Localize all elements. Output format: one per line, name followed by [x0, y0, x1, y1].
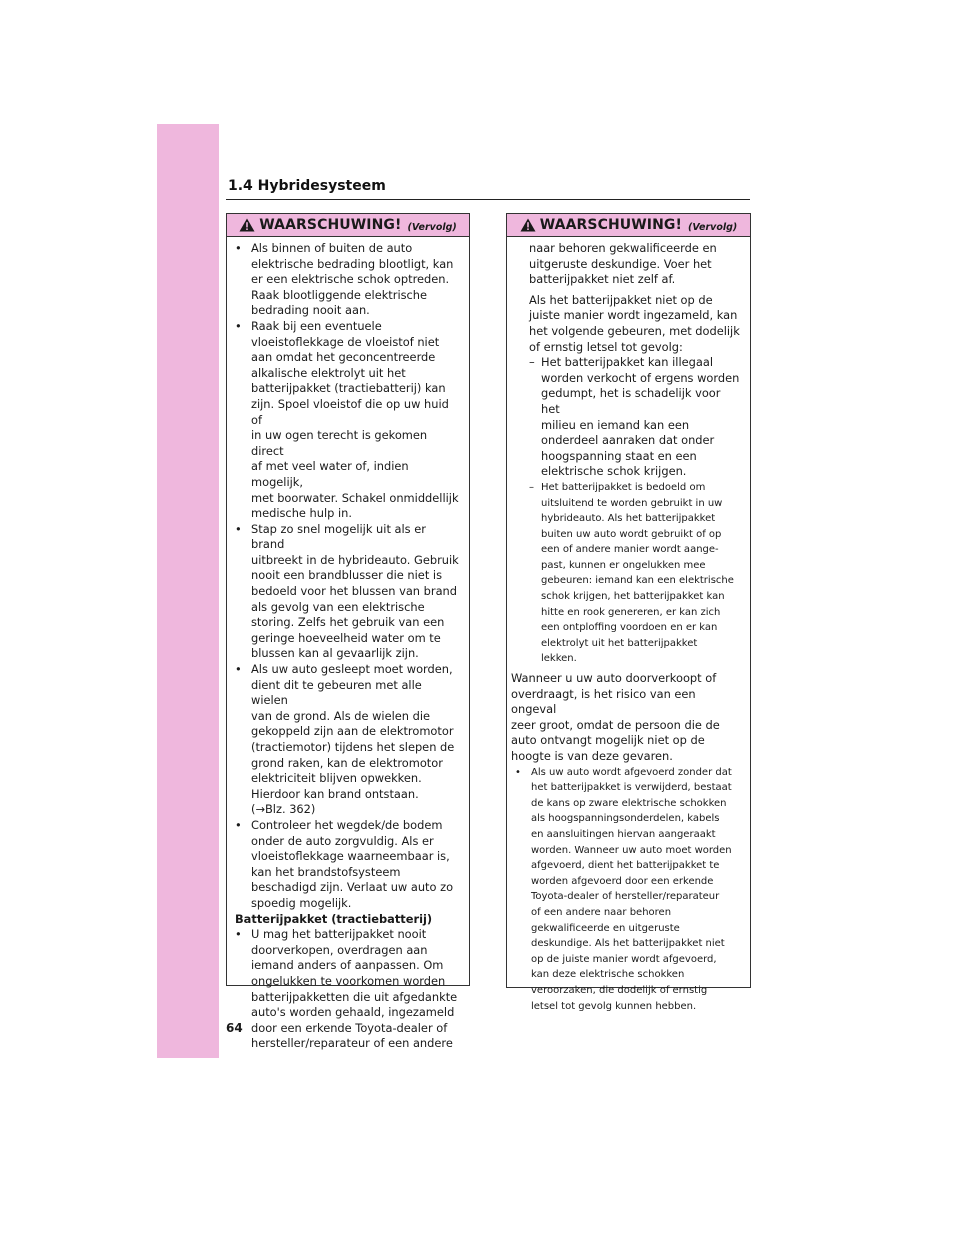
list-item-text: U mag het batterijpakket nooit doorverkopen, overdragen aan iemand anders of aanpassen. Om ongelukken te voorkomen worden batterijpakketten die uit afgedankte auto's worden gehaald, ingezameld door een erkende Toyota-dealer of hersteller/reparateur of een andere	[251, 927, 458, 1051]
list-item: • Stap zo snel mogelijk uit als er brand uitbreekt in de hybrideauto. Gebruik nooit een brandblusser die niet is bedoeld voor het blussen van brand als gevolg van een elektrische storing. Zelfs het gebruik van een geringe hoeveelheid water om te blussen kan al gevaarlijk zijn.	[235, 522, 461, 662]
warning-subtitle: (Vervolg)	[688, 221, 738, 233]
list-item-text: Als uw auto wordt afgevoerd zonder dat het batterijpakket is verwijderd, bestaat de kans op zware elektrische schokken als hoogspanningsonderdelen, kabels en aansluitingen hiervan aangeraakt worden. Wanneer uw auto moet worden afgevoerd, dient het batterijpakket te worden afgevoerd door een erkende Toyota-dealer of hersteller/reparateur of een andere naar behoren gekwalificeerde en uitgeruste deskundige. Als het batterijpakket niet op de juiste manier wordt afgevoerd, kan deze elektrische schokken veroorzaken, die dodelijk of ernstig letsel tot gevolg kunnen hebben.	[531, 766, 732, 1012]
subheading: Batterijpakket (tractiebatterij)	[235, 911, 433, 926]
list-item: • U mag het batterijpakket nooit doorverkopen, overdragen aan iemand anders of aanpassen. Om ongelukken te voorkomen worden batterijpakketten die uit afgedankte auto's worden gehaald, ingezameld door een erkende Toyota-dealer of hersteller/reparateur of een andere	[235, 927, 461, 1052]
list-item: • Als uw auto gesleept moet worden, dient dit te gebeuren met alle wielen van de grond. Als de wielen die gekoppeld zijn aan de elektromotor (tractiemotor) tijdens het slepen de grond raken, kan de elektromotor elektriciteit blijven opwekken. Hierdoor kan brand ontstaan. (→Blz. 362)	[235, 662, 461, 818]
section-title: 1.4 Hybridesysteem	[228, 178, 386, 194]
list-item: – Het batterijpakket kan illegaal worden verkocht of ergens worden gedumpt, het is schadelijk voor het milieu en iemand kan een onderdeel aanraken dat onder hoogspanning staat en een elektrische schok krijgen.	[515, 355, 742, 480]
list-item-text: Stap zo snel mogelijk uit als er brand uitbreekt in de hybrideauto. Gebruik nooit een brandblusser die niet is bedoeld voor het blussen van brand als gevolg van een elektrische storing. Zelfs het gebruik van een geringe hoeveelheid water om te blussen kan al gevaarlijk zijn.	[251, 521, 459, 661]
list-item: • Raak bij een eventuele vloeistoflekkage de vloeistof niet aan omdat het geconcentreerde alkalische elektrolyt uit het batterijpakket (tractiebatterij) kan zijn. Spoel vloeistof die op uw huid of in uw ogen terecht is gekomen direct af met veel water of, indien mogelijk, met boorwater. Schakel onmiddellijk medische hulp in.	[235, 319, 461, 522]
continuation-text: naar behoren gekwalificeerde en uitgeruste deskundige. Voer het batterijpakket niet zelf af.	[529, 241, 717, 287]
warning-title: WAARSCHUWING!	[259, 217, 402, 233]
side-tab-marker	[157, 124, 219, 1058]
warning-triangle-icon	[239, 218, 255, 232]
section-divider	[226, 199, 750, 200]
warning-title: WAARSCHUWING!	[539, 217, 682, 233]
warning-header	[227, 214, 469, 237]
page-number: 64	[226, 1021, 243, 1035]
list-item: – Het batterijpakket is bedoeld om uitsluitend te worden gebruikt in uw hybrideauto. Als het batterijpakket buiten uw auto wordt gebruikt of op een of andere manier wordt aange- past, kunnen er ongelukken mee gebeuren: iemand kan een elektrische schok krijgen, het batterijpakket kan hitte en rook genereren, er kan zich een ontploffing voordoen en er kan elektrolyt uit het batterijpakket lekken.	[515, 480, 742, 667]
list-item-text: Als binnen of buiten de auto elektrische bedrading blootligt, kan er een elektrische schok optreden. Raak blootliggende elektrische bedrading nooit aan.	[251, 241, 454, 318]
warning-body	[507, 237, 750, 1014]
warning-subtitle: (Vervolg)	[407, 221, 457, 233]
list-item-text: Het batterijpakket kan illegaal worden verkocht of ergens worden gedumpt, het is schadelijk voor het milieu en iemand kan een onderdeel aanraken dat onder hoogspanning staat en een elektrische schok krijgen.	[541, 355, 740, 479]
list-item: • Als uw auto wordt afgevoerd zonder dat het batterijpakket is verwijderd, bestaat de kans op zware elektrische schokken als hoogspanningsonderdelen, kabels en aansluitingen hiervan aangeraakt worden. Wanneer uw auto moet worden afgevoerd, dient het batterijpakket te worden afgevoerd door een erkende Toyota-dealer of hersteller/reparateur of een andere naar behoren gekwalificeerde en uitgeruste deskundige. Als het batterijpakket niet op de juiste manier wordt afgevoerd, kan deze elektrische schokken veroorzaken, die dodelijk of ernstig letsel tot gevolg kunnen hebben.	[515, 765, 742, 1015]
list-item: • Controleer het wegdek/de bodem onder de auto zorgvuldig. Als er vloeistoflekkage waarneembaar is, kan het brandstofsysteem beschadigd zijn. Verlaat uw auto zo spoedig mogelijk.	[235, 818, 461, 912]
warning-header	[507, 214, 750, 237]
list-item-text: Als uw auto gesleept moet worden, dient dit te gebeuren met alle wielen van de grond. Als de wielen die gekoppeld zijn aan de elektromotor (tractiemotor) tijdens het slepen de grond raken, kan de elektromotor elektriciteit blijven opwekken. Hierdoor kan brand ontstaan. (→Blz. 362)	[251, 662, 455, 817]
list-item-text: Controleer het wegdek/de bodem onder de auto zorgvuldig. Als er vloeistoflekkage waarneembaar is, kan het brandstofsysteem beschadigd zijn. Verlaat uw auto zo spoedig mogelijk.	[251, 817, 454, 910]
warning-box-right	[506, 213, 751, 1012]
paragraph: Wanneer u uw auto doorverkoopt of overdraagt, is het risico van een ongeval zeer groot, omdat de persoon die de auto ontvangt mogelijk niet op de hoogte is van deze gevaren.	[511, 671, 720, 763]
list-item-text: Het batterijpakket is bedoeld om uitsluitend te worden gebruikt in uw hybrideauto. Als het batterijpakket buiten uw auto wordt gebruikt of op een of andere manier wordt aange- past, kunnen er ongelukken mee gebeuren: iemand kan een elektrische schok krijgen, het batterijpakket kan hitte en rook genereren, er kan zich een ontploffing voordoen en er kan elektrolyt uit het batterijpakket lekken.	[541, 481, 734, 665]
paragraph: Als het batterijpakket niet op de juiste manier wordt ingezameld, kan het volgende gebeuren, met dodelijk of ernstig letsel tot gevolg:	[529, 292, 740, 354]
warning-body	[227, 237, 469, 1052]
warning-triangle-icon	[520, 218, 536, 232]
list-item-text: Raak bij een eventuele vloeistoflekkage de vloeistof niet aan omdat het geconcentreerde alkalische elektrolyt uit het batterijpakket (tractiebatterij) kan zijn. Spoel vloeistof die op uw huid of in uw ogen terecht is gekomen direct af met veel water of, indien mogelijk, met boorwater. Schakel onmiddellijk medische hulp in.	[251, 318, 459, 521]
list-item: • Als binnen of buiten de auto elektrische bedrading blootligt, kan er een elektrische schok optreden. Raak blootliggende elektrische bedrading nooit aan.	[235, 241, 461, 319]
